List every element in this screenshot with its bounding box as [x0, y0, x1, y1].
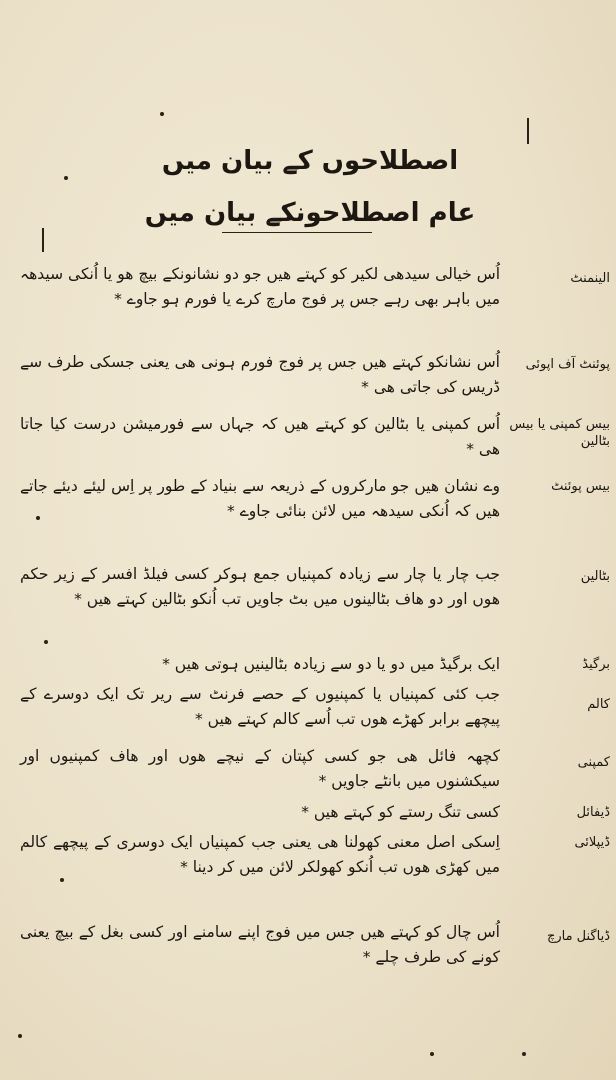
- entry-text: وے نشان ھیں جو مارکروں کے ذریعہ سے بنیاد کے طور پر اِس لیئے دیئے جاتے ھیں کہ اُنکی سیدھہ میں لائن بنائی جاوے *: [20, 477, 500, 520]
- entry-text: اِسکی اصل معنی کھولنا ھی یعنی جب کمپنیاں ایک دوسری کے پیچھے کالم میں کھڑی ھوں تب اُنکو کھولکر لائن میں کر دینا *: [20, 833, 500, 876]
- title-underline: [222, 232, 372, 233]
- entry-text: اُس نشانکو کہتے ھیں جس پر فوج فورم ہونی ھی یعنی جسکی طرف سے ڈریس کی جاتی ھی *: [20, 353, 500, 396]
- page-speck: [18, 1034, 22, 1038]
- page-speck: [430, 1052, 434, 1056]
- entry-term: ڈیپلائی: [574, 835, 610, 850]
- entry-term: پوئنٹ آف اپوئی: [525, 357, 610, 372]
- page-speck: [36, 516, 40, 520]
- page-speck: [64, 176, 68, 180]
- page-speck: [160, 112, 164, 116]
- entry-text: اُس کمپنی یا بٹالین کو کہتے ھیں کہ جہاں سے فورمیشن درست کیا جاتا ھی *: [20, 415, 500, 458]
- entry-text: اُس چال کو کہتے ھیں جس میں فوج اپنے سامنے اور کسی بغل کے بیچ یعنی کونے کی طرف چلے *: [20, 923, 500, 966]
- entry-term: برگیڈ: [582, 657, 610, 672]
- entry-term: بیس پوئنٹ: [551, 479, 610, 494]
- entry-term: بٹالین: [580, 569, 610, 584]
- entry-term: الینمنٹ: [570, 271, 610, 286]
- entry-text: جب چار یا چار سے زیادہ کمپنیاں جمع ہوکر کسی فیلڈ افسر کے زیر حکم ھوں اور دو ھاف بٹالینوں میں بٹ جاویں تب اُنکو بٹالین کہتے ھیں *: [20, 565, 500, 608]
- page-mark: [42, 228, 44, 252]
- entry-text: جب کئی کمپنیاں یا کمپنیوں کے حصے فرنٹ سے ریر تک ایک دوسرے کے پیچھے برابر کھڑے ھوں تب اُسے کالم کہتے ھیں *: [20, 685, 500, 728]
- entry-text: کسی تنگ رستے کو کہتے ھیں *: [301, 803, 500, 821]
- page-speck: [60, 878, 64, 882]
- entry-term: کمپنی: [577, 755, 610, 770]
- entry-text: اُس خیالی سیدھی لکیر کو کہتے ھیں جو دو نشانونکے بیچ ھو یا اُنکی سیدھہ میں باہر بھی رہے جس پر فوج مارچ کرے یا فورم ہو جاوے *: [20, 265, 500, 308]
- page-title: اصطلاحوں کے بیان میں: [161, 146, 459, 176]
- entry-term: بیس کمپنی یا بیس بٹالین: [509, 417, 610, 449]
- entry-text: کچھہ فائل ھی جو کسی کپتان کے نیچے ھوں اور ھاف کمپنیوں اور سیکشنوں میں بانٹے جاویں *: [20, 747, 500, 790]
- page-mark: [527, 118, 529, 144]
- entry-term: ڈیفائل: [576, 805, 610, 820]
- entry-term: کالم: [587, 697, 610, 712]
- page-speck: [522, 1052, 526, 1056]
- page-speck: [44, 640, 48, 644]
- entry-term: ڈیاگنل مارچ: [546, 929, 610, 944]
- entry-text: ایک برگیڈ میں دو یا دو سے زیادہ بٹالینیں ہوتی ھیں *: [162, 655, 500, 673]
- section-title: عام اصطلاحونکے بیان میں: [144, 198, 476, 228]
